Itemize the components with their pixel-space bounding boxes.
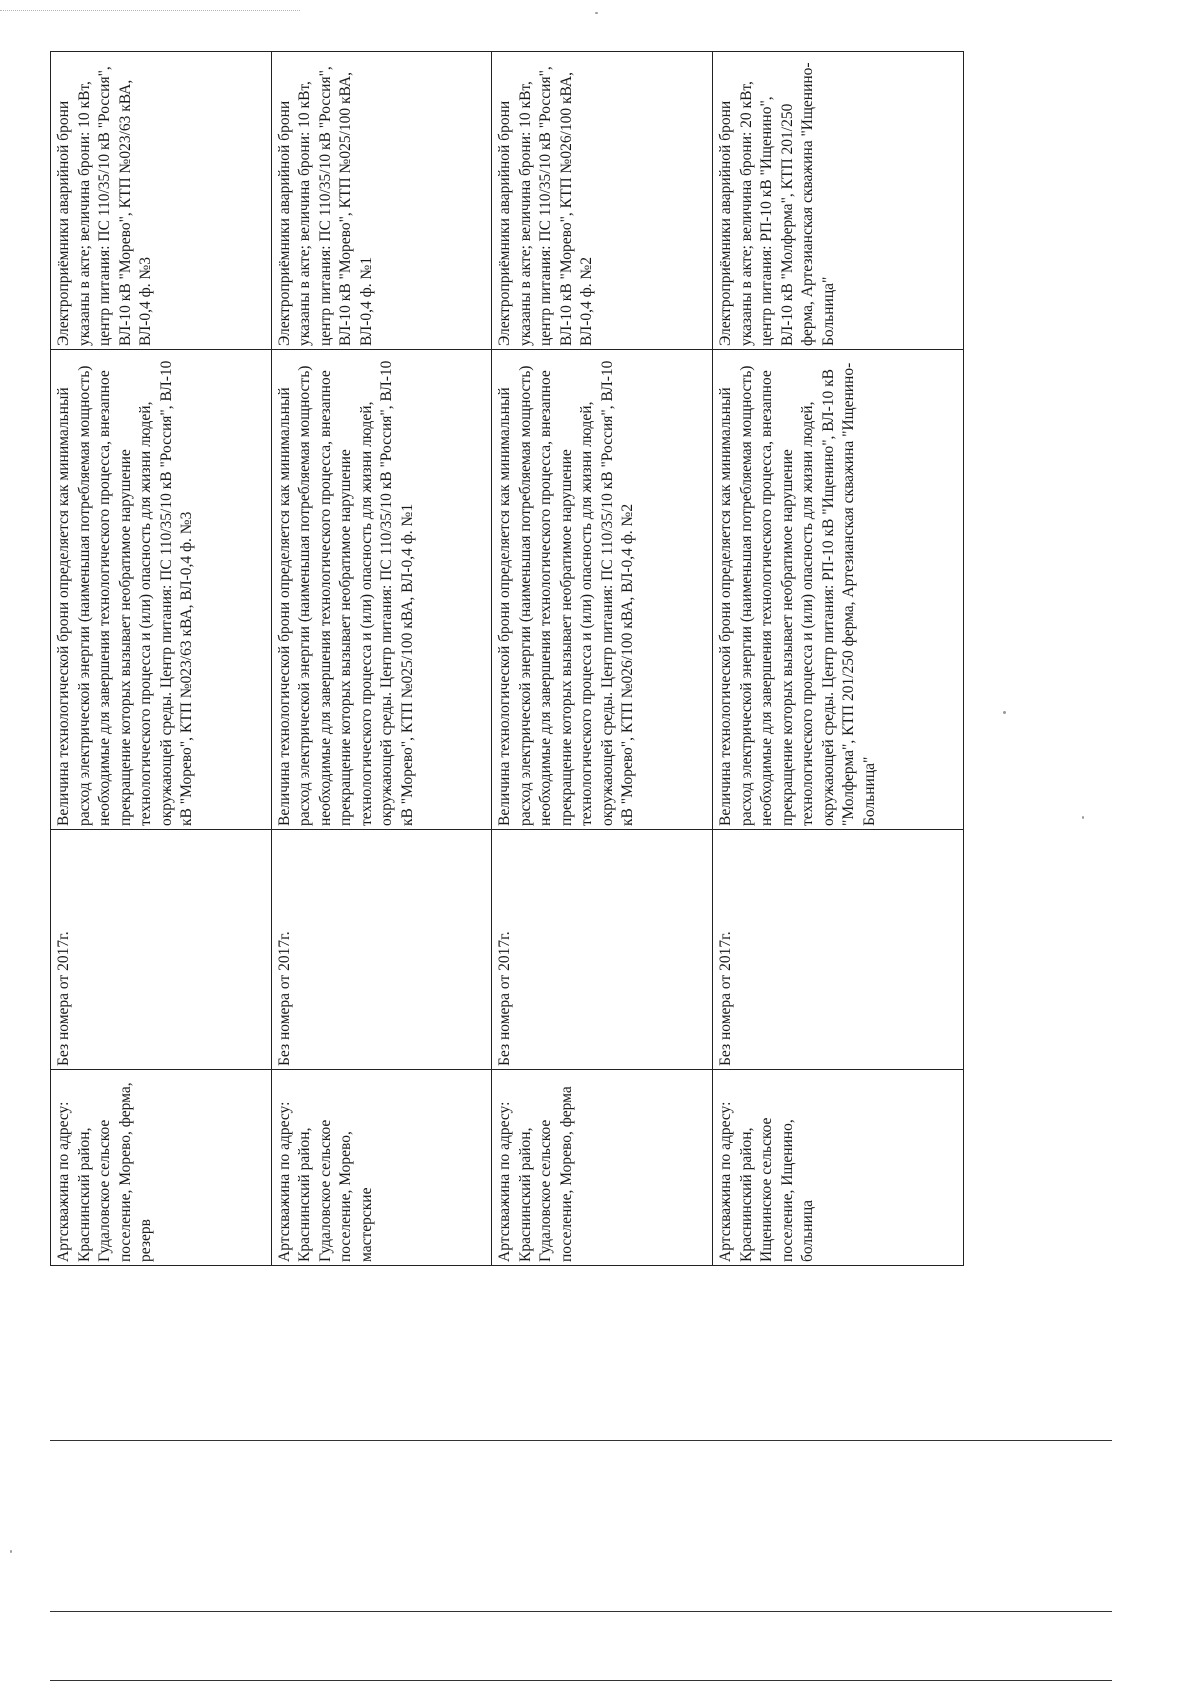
table-row xyxy=(713,52,964,1266)
object-cell: Артскважина по адресу: Краснинский район, Гудаловское сельское поселение, Морево, ферма, резерв xyxy=(51,1070,272,1266)
document-cell: Без номера от 2017г. xyxy=(492,830,713,1070)
tech-reserve-cell: Величина технологической брони определяется как минимальный расход электрической энергии (наименьшая потребляемая мощность) необходимые для завершения технологического процесса, внезапное прекращение которых вызывает необратимое нарушение технологического процесса и (или) опасность для жизни людей, окружающей среды. Центр питания: ПС 110/35/10 кВ "Россия", ВЛ-10 кВ "Морево", КТП №025/100 кВА, ВЛ-0,4 ф. №1 xyxy=(271,350,492,830)
object-cell: Артскважина по адресу: Краснинский район, Гудаловское сельское поселение, Морево, ферма xyxy=(492,1070,713,1266)
emergency-reserve-cell: Электроприёмники аварийной брони указаны в акте; величина брони: 10 кВт, центр питания: ПС 110/35/10 кВ "Россия", ВЛ-10 кВ "Морево", КТП №023/63 кВА, ВЛ-0,4 ф. №3 xyxy=(51,52,272,350)
tech-reserve-cell: Величина технологической брони определяется как минимальный расход электрической энергии (наименьшая потребляемая мощность) необходимые для завершения технологического процесса, внезапное прекращение которых вызывает необратимое нарушение технологического процесса и (или) опасность для жизни людей, окружающей среды. Центр питания: ПС 110/35/10 кВ "Россия", ВЛ-10 кВ "Морево", КТП №023/63 кВА, ВЛ-0,4 ф. №3 xyxy=(51,350,272,830)
horizontal-rule xyxy=(50,1680,1112,1681)
emergency-reserve-cell: Электроприёмники аварийной брони указаны в акте; величина брони: 10 кВт, центр питания: ПС 110/35/10 кВ "Россия", ВЛ-10 кВ "Морево", КТП №026/100 кВА, ВЛ-0,4 ф. №2 xyxy=(492,52,713,350)
emergency-reserve-cell: Электроприёмники аварийной брони указаны в акте; величина брони: 20 кВт, центр питания: РП-10 кВ "Ищенино", ВЛ-10 кВ "Молферма", КТП 201/250 ферма, Артезианская скважина "Ищенино-Больница" xyxy=(713,52,964,350)
table-row xyxy=(271,52,492,1266)
scan-speck xyxy=(10,1550,12,1553)
tech-reserve-cell: Величина технологической брони определяется как минимальный расход электрической энергии (наименьшая потребляемая мощность) необходимые для завершения технологического процесса, внезапное прекращение которых вызывает необратимое нарушение технологического процесса и (или) опасность для жизни людей, окружающей среды. Центр питания: РП-10 кВ "Ищенино", ВЛ-10 кВ "Молферма", КТП 201/250 ферма, Артезианская скважина "Ищенино-Больница" xyxy=(713,350,964,830)
scan-speck xyxy=(595,12,598,14)
emergency-reserve-cell: Электроприёмники аварийной брони указаны в акте; величина брони: 10 кВт, центр питания: ПС 110/35/10 кВ "Россия", ВЛ-10 кВ "Морево", КТП №025/100 кВА, ВЛ-0,4 ф. №1 xyxy=(271,52,492,350)
object-cell: Артскважина по адресу: Краснинский район, Гудаловское сельское поселение, Морево, мастерские xyxy=(271,1070,492,1266)
scan-top-edge xyxy=(0,10,300,11)
scan-speck xyxy=(1003,711,1006,714)
horizontal-rule xyxy=(50,1440,1112,1441)
document-cell: Без номера от 2017г. xyxy=(271,830,492,1070)
tech-reserve-cell: Величина технологической брони определяется как минимальный расход электрической энергии (наименьшая потребляемая мощность) необходимые для завершения технологического процесса, внезапное прекращение которых вызывает необратимое нарушение технологического процесса и (или) опасность для жизни людей, окружающей среды. Центр питания: ПС 110/35/10 кВ "Россия", ВЛ-10 кВ "Морево", КТП №026/100 кВА, ВЛ-0,4 ф. №2 xyxy=(492,350,713,830)
rotated-table-container xyxy=(50,52,964,1266)
document-cell: Без номера от 2017г. xyxy=(51,830,272,1070)
reserve-table xyxy=(50,51,964,1266)
table-row xyxy=(492,52,713,1266)
document-cell: Без номера от 2017г. xyxy=(713,830,964,1070)
table-row xyxy=(51,52,272,1266)
scan-speck xyxy=(1082,816,1084,819)
horizontal-rule xyxy=(50,1611,1112,1612)
object-cell: Артскважина по адресу: Краснинский район, Ищенинское сельское поселение, Ищенино, больница xyxy=(713,1070,964,1266)
